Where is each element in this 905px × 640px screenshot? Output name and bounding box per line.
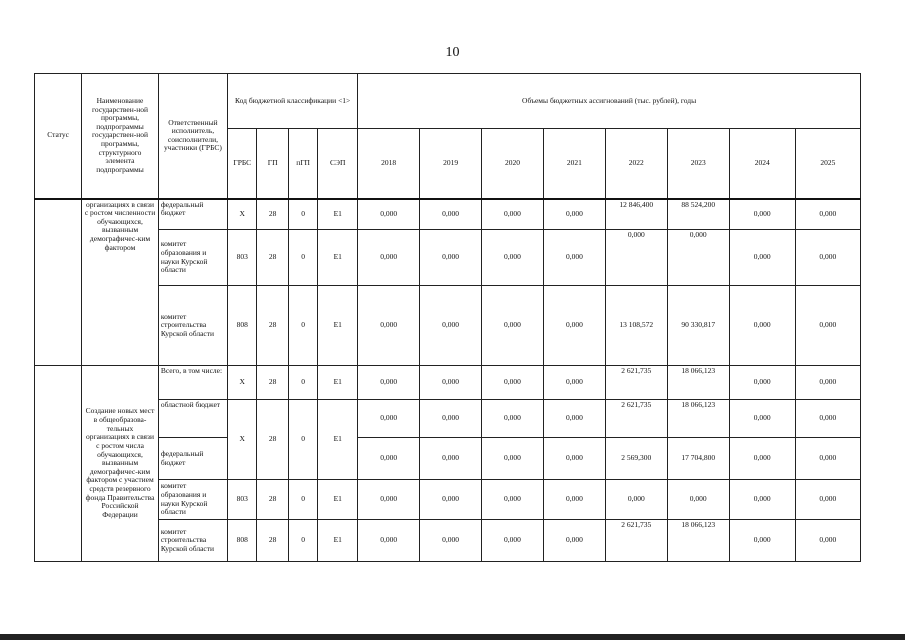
pgp-cell: 0 [288,400,317,480]
header-budget-volumes: Объемы бюджетных ассигнований (тыс. рублей), годы [358,74,861,129]
header-year: 2021 [543,129,605,199]
value-cell: 0,000 [795,438,860,480]
value-cell: 0,000 [482,230,544,286]
responsible-cell: областной бюджет [158,400,227,438]
responsible-cell: комитет строительства Курской области [158,520,227,562]
value-cell: 0,000 [667,230,729,286]
gp-cell: 28 [257,230,288,286]
value-cell: 0,000 [543,400,605,438]
program-name-cell: организациях в связи с ростом численности обучающихся, вызванным демографичес-ким фактором [82,199,159,366]
value-cell: 0,000 [482,366,544,400]
header-code-sep: СЭП [318,129,358,199]
table-row [35,438,861,480]
value-cell: 0,000 [795,520,860,562]
value-cell: 0,000 [795,230,860,286]
responsible-cell: федеральный бюджет [158,438,227,480]
value-cell: 0,000 [543,520,605,562]
value-cell: 2 621,735 [605,400,667,438]
pgp-cell: 0 [288,480,317,520]
value-cell: 0,000 [795,286,860,366]
value-cell: 2 569,300 [605,438,667,480]
header-code-grbs: ГРБС [228,129,257,199]
value-cell: 12 846,400 [605,199,667,230]
responsible-cell: комитет строительства Курской области [158,286,227,366]
value-cell: 0,000 [729,438,795,480]
sep-cell: Е1 [318,199,358,230]
gp-cell: 28 [257,286,288,366]
status-cell [35,199,82,366]
value-cell: 0,000 [358,520,420,562]
table-row [35,520,861,562]
value-cell: 0,000 [729,286,795,366]
value-cell: 18 066,123 [667,520,729,562]
sep-cell: Е1 [318,286,358,366]
value-cell: 0,000 [543,286,605,366]
value-cell: 0,000 [795,480,860,520]
header-year: 2024 [729,129,795,199]
value-cell: 13 108,572 [605,286,667,366]
value-cell: 0,000 [729,199,795,230]
responsible-cell: федеральный бюджет [158,199,227,230]
value-cell: 0,000 [605,480,667,520]
value-cell: 2 621,735 [605,520,667,562]
value-cell: 0,000 [482,199,544,230]
grbs-cell: 803 [228,480,257,520]
pgp-cell: 0 [288,286,317,366]
responsible-cell: комитет образования и науки Курской области [158,480,227,520]
value-cell: 0,000 [729,480,795,520]
value-cell: 0,000 [420,199,482,230]
sep-cell: Е1 [318,230,358,286]
value-cell: 0,000 [482,400,544,438]
gp-cell: 28 [257,520,288,562]
grbs-cell: 803 [228,230,257,286]
grbs-cell: Х [228,366,257,400]
header-responsible: Ответственный исполнитель, соисполнители, участники (ГРБС) [158,74,227,199]
value-cell: 0,000 [543,366,605,400]
header-year: 2020 [482,129,544,199]
value-cell: 0,000 [482,438,544,480]
value-cell: 0,000 [729,520,795,562]
value-cell: 0,000 [358,366,420,400]
header-code-pgp: пГП [288,129,317,199]
value-cell: 0,000 [482,286,544,366]
value-cell: 0,000 [420,230,482,286]
pgp-cell: 0 [288,366,317,400]
table-row [35,480,861,520]
sep-cell: Е1 [318,400,358,480]
pgp-cell: 0 [288,520,317,562]
header-code-gp: ГП [257,129,288,199]
value-cell: 0,000 [420,438,482,480]
table-row [35,230,861,286]
scan-edge [0,634,905,640]
value-cell: 0,000 [358,199,420,230]
grbs-cell: Х [228,400,257,480]
program-name-cell: Создание новых мест в общеобразова-тельных организациях в связи с ростом числа обучающихся, вызванным демографичес-ким фактором с участием средств резервного фонда Правительства Российской Федерации [82,366,159,562]
header-status: Статус [35,74,82,199]
value-cell: 0,000 [358,286,420,366]
value-cell: 88 524,200 [667,199,729,230]
value-cell: 0,000 [543,480,605,520]
gp-cell: 28 [257,366,288,400]
value-cell: 0,000 [605,230,667,286]
page-number: 10 [445,45,460,60]
sep-cell: Е1 [318,366,358,400]
value-cell: 0,000 [358,480,420,520]
header-year: 2022 [605,129,667,199]
value-cell: 0,000 [543,230,605,286]
table-row [35,366,861,400]
value-cell: 0,000 [667,480,729,520]
value-cell: 0,000 [729,230,795,286]
grbs-cell: 808 [228,520,257,562]
table-row [35,286,861,366]
gp-cell: 28 [257,400,288,480]
value-cell: 0,000 [420,400,482,438]
budget-table [34,73,861,562]
value-cell: 0,000 [420,286,482,366]
table-row [35,400,861,438]
gp-cell: 28 [257,199,288,230]
value-cell: 0,000 [729,366,795,400]
header-year: 2018 [358,129,420,199]
header-year: 2019 [420,129,482,199]
gp-cell: 28 [257,480,288,520]
pgp-cell: 0 [288,230,317,286]
grbs-cell: Х [228,199,257,230]
status-cell [35,366,82,562]
sep-cell: Е1 [318,520,358,562]
grbs-cell: 808 [228,286,257,366]
value-cell: 0,000 [729,400,795,438]
value-cell: 18 066,123 [667,400,729,438]
value-cell: 17 704,800 [667,438,729,480]
header-year: 2023 [667,129,729,199]
value-cell: 18 066,123 [667,366,729,400]
value-cell: 0,000 [795,366,860,400]
table-row [35,199,861,230]
header-program-name: Наименование государствен-ной программы, подпрограммы государствен-ной программы, структурного элемента подпрограммы [82,74,159,199]
value-cell: 2 621,735 [605,366,667,400]
value-cell: 0,000 [358,438,420,480]
value-cell: 0,000 [795,400,860,438]
value-cell: 0,000 [358,400,420,438]
header-year: 2025 [795,129,860,199]
value-cell: 0,000 [543,438,605,480]
header-budget-code: Код бюджетной классификации <1> [228,74,358,129]
sep-cell: Е1 [318,480,358,520]
value-cell: 0,000 [420,520,482,562]
responsible-cell: комитет образования и науки Курской области [158,230,227,286]
pgp-cell: 0 [288,199,317,230]
value-cell: 0,000 [420,366,482,400]
value-cell: 90 330,817 [667,286,729,366]
value-cell: 0,000 [482,520,544,562]
value-cell: 0,000 [420,480,482,520]
responsible-cell: Всего, в том числе: [158,366,227,400]
value-cell: 0,000 [795,199,860,230]
value-cell: 0,000 [482,480,544,520]
value-cell: 0,000 [358,230,420,286]
value-cell: 0,000 [543,199,605,230]
